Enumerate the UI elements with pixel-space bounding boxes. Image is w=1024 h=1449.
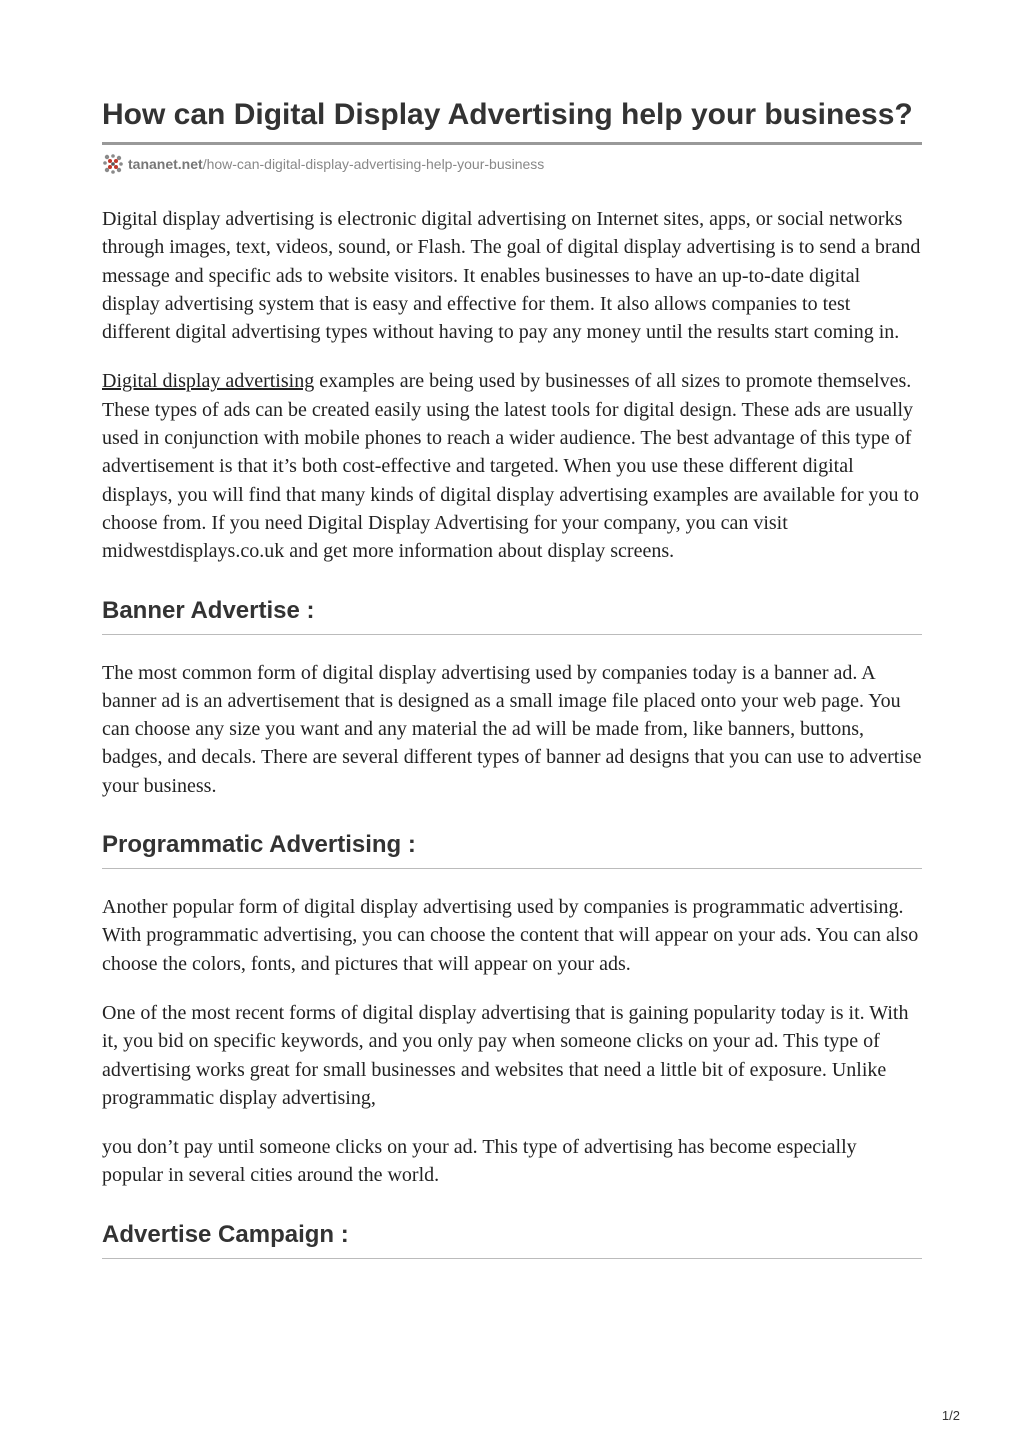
page-title: How can Digital Display Advertising help your business? — [102, 96, 922, 145]
source-line — [102, 153, 922, 175]
page-number: 1/2 — [941, 1408, 960, 1423]
paragraph-examples-text: examples are being used by businesses of all sizes to promote themselves. These types of ads can be created easily using the latest tools for digital design. These ads are usually used in conjunction with mobile phones to reach a wider audience. The best advantage of this type of advertisement is that it’s both cost-effective and targeted. When you use these different digital displays, you will find that many kinds of digital display advertising examples are available for you to choose from. If you need Digital Display Advertising for your company, you can visit midwestdisplays.co.uk and get more information about display screens. — [102, 370, 920, 563]
digital-display-advertising-link[interactable]: Digital display advertising — [102, 370, 315, 393]
article — [102, 96, 922, 1283]
paragraph-intro: Digital display advertising is electronic digital advertising on Internet sites, apps, or social networks through images, text, videos, sound, or Flash. The goal of digital display advertising is to send a brand message and specific ads to website visitors. It enables businesses to have an up-to-date digital display advertising system that is easy and effective for them. It also allows companies to test different digital advertising types without having to pay any money until the results start coming in. — [102, 208, 921, 344]
heading-advertise-campaign: Advertise Campaign : — [102, 1220, 922, 1259]
source-domain-link[interactable]: tananet.net — [128, 156, 203, 172]
paragraph-keywords: One of the most recent forms of digital display advertising that is gaining popularity today is it. With it, you bid on specific keywords, and you only pay when someone clicks on your ad. This type of advertising works great for small businesses and websites that need a little bit of exposure. Unlike programmatic display advertising, — [102, 1001, 909, 1109]
heading-programmatic-advertising: Programmatic Advertising : — [102, 830, 922, 869]
paragraph-programmatic: Another popular form of digital display advertising used by companies is programmatic advertising. With programmatic advertising, you can choose the content that will appear on your ads. You can also choose the colors, fonts, and pictures that will appear on your ads. — [102, 896, 919, 975]
heading-banner-advertise: Banner Advertise : — [102, 596, 922, 635]
article-body — [102, 205, 922, 1259]
paragraph-banner: The most common form of digital display advertising used by companies today is a banner ad. A banner ad is an advertisement that is designed as a small image file placed onto your web page. You can choose any size you want and any material the ad will be made from, like banners, buttons, badges, and decals. There are several different types of banner ad designs that you can use to advertise your business. — [102, 661, 922, 797]
source-path: /how-can-digital-display-advertising-help-your-business — [202, 156, 545, 172]
tananet-logo-icon — [102, 153, 124, 175]
paragraph-examples — [102, 367, 922, 565]
paragraph-pay-per-click: you don’t pay until someone clicks on your ad. This type of advertising has become especially popular in several cities around the world. — [102, 1136, 857, 1187]
